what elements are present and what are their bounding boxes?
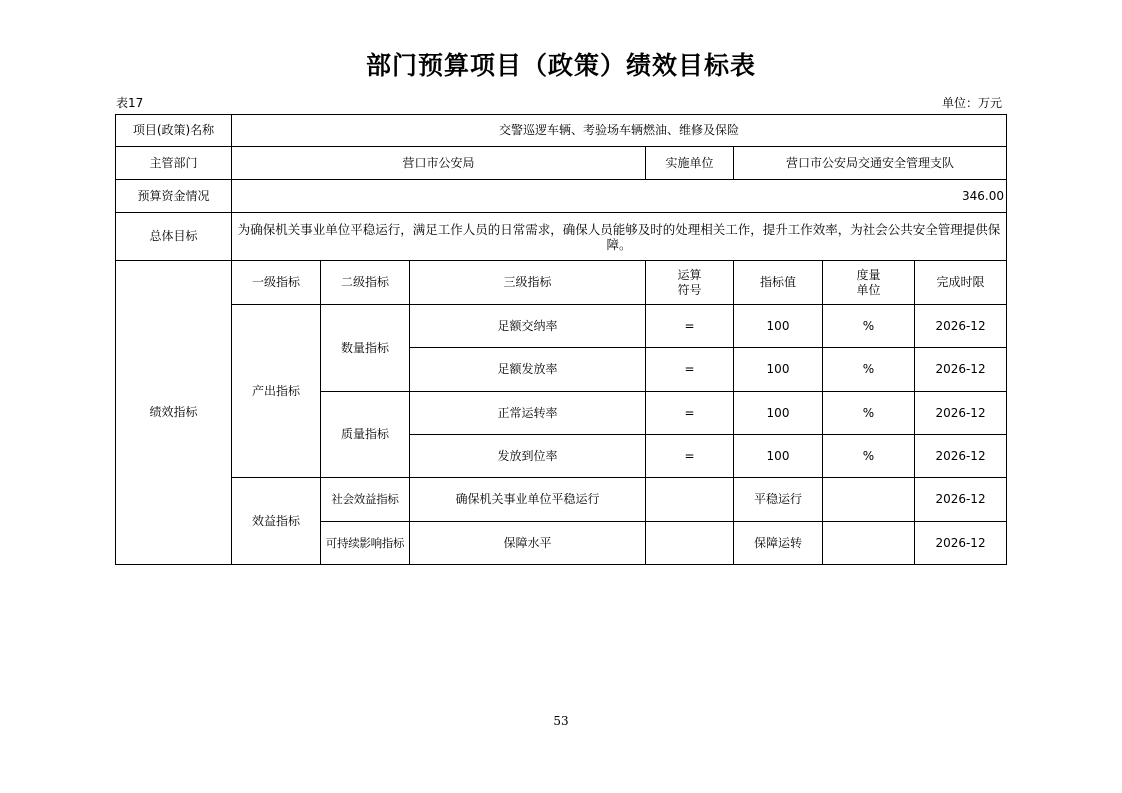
dept-value: 营口市公安局: [232, 147, 646, 180]
indicator-deadline: 2026-12: [915, 435, 1007, 478]
indicator-deadline: 2026-12: [915, 478, 1007, 522]
header-measure: [823, 261, 915, 305]
indicator-operator: =: [646, 435, 734, 478]
goal-row: [116, 213, 1007, 261]
goal-value: 为确保机关事业单位平稳运行，满足工作人员的日常需求，确保人员能够及时的处理相关工作，提升工作效率，为社会公共安全管理提供保障。: [232, 213, 1007, 261]
indicator-unit: [823, 478, 915, 522]
group-quality: 质量指标: [321, 392, 410, 478]
group-output: 产出指标: [232, 305, 321, 478]
group-social: 社会效益指标: [321, 478, 410, 522]
indicator-name: 正常运转率: [410, 392, 646, 435]
indicator-operator: =: [646, 392, 734, 435]
impl-value: 营口市公安局交通安全管理支队: [734, 147, 1007, 180]
indicator-deadline: 2026-12: [915, 392, 1007, 435]
header-row: [116, 261, 1007, 305]
header-measure-line2: 单位: [856, 282, 881, 297]
indicator-unit: %: [823, 392, 915, 435]
header-level3: 三级指标: [410, 261, 646, 305]
dept-label: 主管部门: [116, 147, 232, 180]
indicator-value: 100: [734, 305, 823, 348]
project-name-value: 交警巡逻车辆、考验场车辆燃油、维修及保险: [232, 115, 1007, 147]
performance-table: [115, 114, 1007, 565]
header-deadline: 完成时限: [915, 261, 1007, 305]
group-benefit: 效益指标: [232, 478, 321, 565]
indicator-deadline: 2026-12: [915, 305, 1007, 348]
indicator-value: 100: [734, 392, 823, 435]
indicator-unit: %: [823, 348, 915, 392]
header-operator-line2: 符号: [677, 282, 702, 297]
indicator-operator: =: [646, 305, 734, 348]
indicator-deadline: 2026-12: [915, 522, 1007, 565]
unit-label: 单位：万元: [941, 96, 1002, 110]
budget-value: 346.00: [232, 180, 1007, 213]
indicator-deadline: 2026-12: [915, 348, 1007, 392]
indicator-operator: [646, 522, 734, 565]
indicator-operator: [646, 478, 734, 522]
indicator-value: 100: [734, 435, 823, 478]
group-sustain: 可持续影响指标: [321, 522, 410, 565]
page-title: 部门预算项目（政策）绩效目标表: [365, 51, 756, 80]
indicator-operator: =: [646, 348, 734, 392]
table-row: [116, 305, 1007, 348]
indicator-name: 足额交纳率: [410, 305, 646, 348]
budget-label: 预算资金情况: [116, 180, 232, 213]
indicator-name: 确保机关事业单位平稳运行: [410, 478, 646, 522]
indicator-name: 发放到位率: [410, 435, 646, 478]
department-row: [116, 147, 1007, 180]
page-number: 53: [553, 714, 569, 728]
header-value: 指标值: [734, 261, 823, 305]
perf-label: 绩效指标: [116, 261, 232, 565]
goal-label: 总体目标: [116, 213, 232, 261]
budget-row: [116, 180, 1007, 213]
impl-label: 实施单位: [646, 147, 734, 180]
indicator-value: 100: [734, 348, 823, 392]
header-operator-line1: 运算: [677, 267, 702, 282]
project-name-row: [116, 115, 1007, 147]
indicator-name: 保障水平: [410, 522, 646, 565]
indicator-name: 足额发放率: [410, 348, 646, 392]
indicator-unit: %: [823, 435, 915, 478]
indicator-unit: [823, 522, 915, 565]
table-number: 表17: [116, 96, 144, 110]
header-level1: 一级指标: [232, 261, 321, 305]
header-operator: [646, 261, 734, 305]
indicator-unit: %: [823, 305, 915, 348]
header-level2: 二级指标: [321, 261, 410, 305]
indicator-value: 平稳运行: [734, 478, 823, 522]
project-name-label: 项目(政策)名称: [116, 115, 232, 147]
indicator-value: 保障运转: [734, 522, 823, 565]
header-measure-line1: 度量: [856, 267, 881, 282]
table-row: [116, 478, 1007, 522]
group-quantity: 数量指标: [321, 305, 410, 392]
